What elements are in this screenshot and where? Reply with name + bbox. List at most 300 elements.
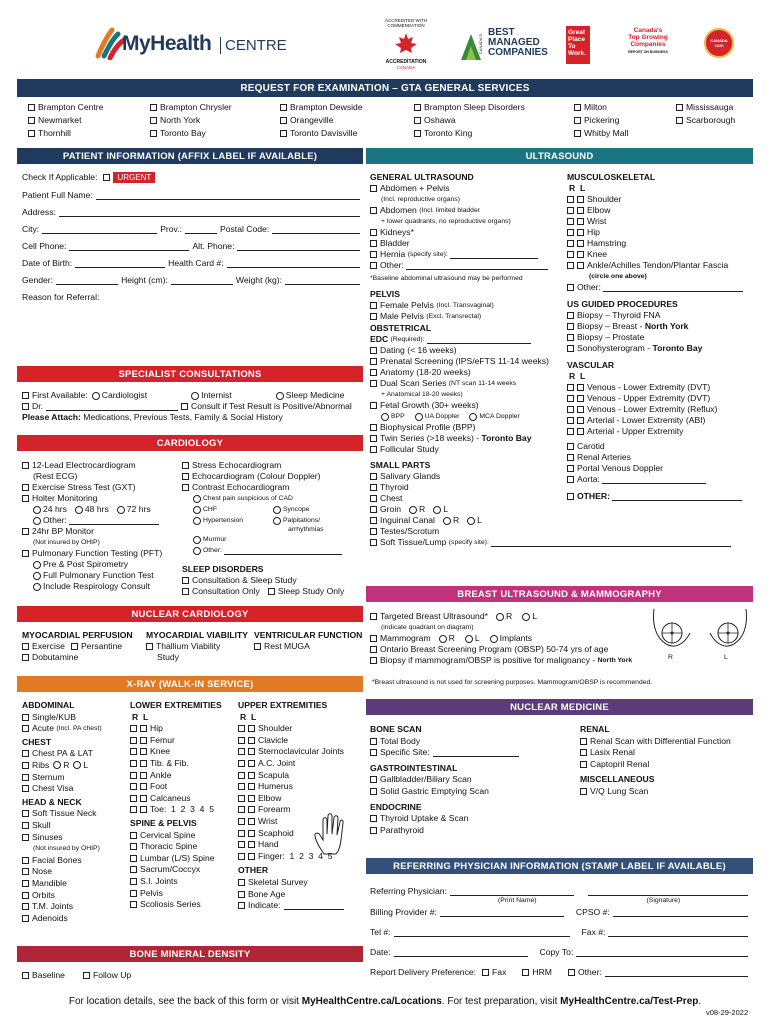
checkbox-icon[interactable] — [238, 795, 245, 802]
checkbox-icon[interactable] — [567, 428, 574, 435]
checkbox-icon[interactable] — [238, 891, 245, 898]
checkbox-icon[interactable] — [370, 347, 377, 354]
holter-label: Holter Monitoring — [32, 493, 98, 503]
copy-to-field[interactable] — [576, 948, 748, 957]
checkbox-icon[interactable] — [280, 104, 287, 111]
checkbox-icon[interactable] — [22, 892, 29, 899]
location-label: Milton — [584, 102, 607, 112]
checkbox-icon[interactable] — [567, 345, 574, 352]
checkbox-icon[interactable] — [140, 783, 147, 790]
checkbox-icon[interactable] — [370, 528, 377, 535]
edc-field[interactable] — [427, 335, 531, 344]
radio-icon[interactable] — [33, 517, 41, 525]
checkbox-icon[interactable] — [370, 613, 377, 620]
checkbox-icon[interactable] — [577, 428, 584, 435]
checkbox-icon[interactable] — [280, 130, 287, 137]
dob-field[interactable] — [75, 259, 165, 268]
locations-link[interactable]: MyHealthCentre.ca/Locations — [301, 996, 442, 1007]
checkbox-icon[interactable] — [370, 815, 377, 822]
checkbox-icon[interactable] — [580, 788, 587, 795]
checkbox-icon[interactable] — [370, 262, 377, 269]
checkbox-icon[interactable] — [130, 806, 137, 813]
checkbox-icon[interactable] — [567, 493, 574, 500]
checkbox-icon[interactable] — [370, 473, 377, 480]
aorta-field[interactable] — [602, 475, 706, 484]
location-option[interactable] — [676, 115, 735, 126]
location-label: Mississauga — [686, 102, 734, 112]
checkbox-icon[interactable] — [22, 857, 29, 864]
checkbox-icon[interactable] — [130, 725, 137, 732]
checkbox-icon[interactable] — [577, 196, 584, 203]
biopsy-label: Biopsy if mammogram/OBSP is positive for malignancy - — [380, 655, 596, 665]
radio-icon[interactable] — [443, 517, 451, 525]
radio-icon[interactable] — [193, 506, 201, 514]
address-field[interactable] — [59, 208, 360, 217]
checkbox-icon[interactable] — [130, 843, 137, 850]
checkbox-icon[interactable] — [577, 406, 584, 413]
billing-label: Billing Provider #: — [370, 907, 437, 917]
radio-icon[interactable] — [409, 506, 417, 514]
checkbox-icon[interactable] — [130, 737, 137, 744]
checkbox-icon[interactable] — [567, 323, 574, 330]
checkbox-icon[interactable] — [22, 972, 29, 979]
checkbox-icon[interactable] — [238, 902, 245, 909]
radio-icon[interactable] — [467, 517, 475, 525]
msk-shoulder-label: Shoulder — [587, 194, 622, 204]
checkbox-icon[interactable] — [574, 117, 581, 124]
checkbox-icon[interactable] — [238, 879, 245, 886]
checkbox-icon[interactable] — [238, 806, 245, 813]
checkbox-icon[interactable] — [248, 748, 255, 755]
checkbox-icon[interactable] — [22, 725, 29, 732]
checkbox-icon[interactable] — [567, 406, 574, 413]
checkbox-icon[interactable] — [370, 484, 377, 491]
height-field[interactable] — [171, 276, 233, 285]
checkbox-icon[interactable] — [140, 737, 147, 744]
location-option[interactable] — [574, 128, 628, 139]
checkbox-icon[interactable] — [238, 737, 245, 744]
checkbox-icon[interactable] — [370, 302, 377, 309]
checkbox-icon[interactable] — [22, 462, 29, 469]
checkbox-icon[interactable] — [577, 218, 584, 225]
radio-icon[interactable] — [33, 506, 41, 514]
checkbox-icon[interactable] — [370, 424, 377, 431]
hernia-field[interactable] — [450, 250, 538, 259]
location-option[interactable] — [28, 102, 103, 113]
checkbox-icon[interactable] — [577, 240, 584, 247]
radio-icon[interactable] — [381, 413, 389, 421]
checkbox-icon[interactable] — [577, 395, 584, 402]
postal-label: Postal Code: — [220, 224, 270, 234]
checkbox-icon[interactable] — [577, 229, 584, 236]
postal-field[interactable] — [272, 225, 360, 234]
location-option[interactable] — [414, 115, 525, 126]
checkbox-icon[interactable] — [567, 240, 574, 247]
checkbox-icon[interactable] — [370, 657, 377, 664]
location-option[interactable] — [574, 102, 628, 113]
radio-icon[interactable] — [117, 506, 125, 514]
checkbox-icon[interactable] — [567, 443, 574, 450]
checkbox-icon[interactable] — [567, 218, 574, 225]
checkbox-icon[interactable] — [370, 229, 377, 236]
checkbox-icon[interactable] — [238, 783, 245, 790]
radio-icon[interactable] — [193, 517, 201, 525]
checkbox-icon[interactable] — [146, 643, 153, 650]
cpso-field[interactable] — [613, 908, 748, 917]
weight-field[interactable] — [285, 276, 360, 285]
groin-label: Groin — [380, 504, 402, 514]
full-name-field[interactable] — [96, 191, 360, 200]
nm-left — [370, 724, 519, 836]
checkbox-icon[interactable] — [28, 130, 35, 137]
checkbox-icon[interactable] — [567, 454, 574, 461]
location-option[interactable] — [676, 102, 735, 113]
follow-up-label: Follow Up — [92, 970, 132, 980]
checkbox-icon[interactable] — [370, 517, 377, 524]
radio-icon[interactable] — [276, 392, 284, 400]
checkbox-icon[interactable] — [22, 868, 29, 875]
radio-icon[interactable] — [273, 506, 281, 514]
checkbox-icon[interactable] — [676, 117, 683, 124]
urgent-checkbox[interactable] — [103, 174, 110, 181]
checkbox-icon[interactable] — [22, 528, 29, 535]
checkbox-icon[interactable] — [370, 506, 377, 513]
checkbox-icon[interactable] — [567, 251, 574, 258]
checkbox-icon[interactable] — [567, 395, 574, 402]
checkbox-icon[interactable] — [370, 369, 377, 376]
radio-icon[interactable] — [33, 583, 41, 591]
location-option[interactable] — [150, 128, 232, 139]
radio-icon[interactable] — [33, 561, 41, 569]
alt-phone-field[interactable] — [237, 242, 360, 251]
location-option[interactable] — [28, 128, 103, 139]
checkbox-icon[interactable] — [248, 772, 255, 779]
checkbox-icon[interactable] — [22, 550, 29, 557]
test-prep-link[interactable]: MyHealthCentre.ca/Test-Prep — [560, 996, 699, 1007]
checkbox-icon[interactable] — [567, 284, 574, 291]
location-option[interactable] — [28, 115, 103, 126]
thyroid-label: Thyroid — [380, 482, 409, 492]
breast-header: BREAST ULTRASOUND & MAMMOGRAPHY — [366, 586, 753, 602]
breast-diagram-r: R — [668, 654, 673, 661]
checkbox-icon[interactable] — [130, 795, 137, 802]
gender-field[interactable] — [56, 276, 118, 285]
checkbox-icon[interactable] — [567, 465, 574, 472]
checkbox-icon[interactable] — [580, 749, 587, 756]
checkbox-icon[interactable] — [248, 818, 255, 825]
checkbox-icon[interactable] — [182, 473, 189, 480]
abdominal-title: ABDOMINAL — [22, 700, 75, 710]
checkbox-icon[interactable] — [22, 714, 29, 721]
circle-note: (circle one above) — [589, 273, 647, 280]
checkbox-icon[interactable] — [22, 484, 29, 491]
abd-pelvis-note: (Incl. reproductive organs) — [381, 196, 460, 203]
checkbox-icon[interactable] — [370, 539, 377, 546]
checkbox-icon[interactable] — [370, 646, 377, 653]
salivary-label: Salivary Glands — [380, 471, 441, 481]
checkbox-icon[interactable] — [370, 251, 377, 258]
checkbox-icon[interactable] — [580, 738, 587, 745]
location-option[interactable] — [414, 128, 525, 139]
location-option[interactable] — [574, 115, 628, 126]
checkbox-icon[interactable] — [568, 969, 575, 976]
fax-field[interactable] — [608, 928, 748, 937]
cell-field[interactable] — [69, 242, 189, 251]
radio-icon[interactable] — [522, 613, 530, 621]
prov-label: Prov.: — [160, 224, 182, 234]
checkbox-icon[interactable] — [268, 588, 275, 595]
checkbox-icon[interactable] — [248, 783, 255, 790]
checkbox-icon[interactable] — [248, 725, 255, 732]
ribs-label: Ribs — [32, 759, 50, 770]
checkbox-icon[interactable] — [574, 104, 581, 111]
checkbox-icon[interactable] — [370, 827, 377, 834]
checkbox-icon[interactable] — [370, 358, 377, 365]
checkbox-icon[interactable] — [22, 392, 29, 399]
checkbox-icon[interactable] — [280, 117, 287, 124]
great-place-badge — [566, 26, 590, 64]
radio-icon[interactable] — [33, 572, 41, 580]
checkbox-icon[interactable] — [182, 577, 189, 584]
checkbox-icon[interactable] — [22, 774, 29, 781]
pelvis-label: Pelvis — [140, 887, 163, 898]
location-option[interactable] — [280, 102, 363, 113]
radio-icon[interactable] — [415, 413, 423, 421]
checkbox-icon[interactable] — [22, 495, 29, 502]
date-field[interactable] — [394, 948, 528, 957]
checkbox-icon[interactable] — [254, 643, 261, 650]
location-option[interactable] — [150, 102, 232, 113]
signature-field[interactable] — [588, 887, 748, 896]
checkbox-icon[interactable] — [370, 185, 377, 192]
checkbox-icon[interactable] — [22, 654, 29, 661]
checkbox-icon[interactable] — [140, 806, 147, 813]
indicate-field[interactable] — [284, 901, 344, 910]
checkbox-icon[interactable] — [130, 783, 137, 790]
checkbox-icon[interactable] — [22, 785, 29, 792]
radio-icon[interactable] — [73, 761, 81, 769]
checkbox-icon[interactable] — [28, 104, 35, 111]
checkbox-icon[interactable] — [248, 806, 255, 813]
syncope-label: Syncope — [283, 506, 310, 513]
checkbox-icon[interactable] — [248, 841, 255, 848]
checkbox-icon[interactable] — [22, 762, 29, 769]
specific-site-field[interactable] — [433, 748, 519, 757]
radio-icon[interactable] — [439, 635, 447, 643]
msk-other-field[interactable] — [603, 283, 743, 292]
abd-pelvis-label: Abdomen + Pelvis — [380, 183, 450, 193]
checkbox-icon[interactable] — [28, 117, 35, 124]
checkbox-icon[interactable] — [414, 104, 421, 111]
checkbox-icon[interactable] — [238, 853, 245, 860]
location-option[interactable] — [414, 102, 525, 113]
checkbox-icon[interactable] — [182, 484, 189, 491]
checkbox-icon[interactable] — [248, 853, 255, 860]
checkbox-icon[interactable] — [140, 748, 147, 755]
checkbox-icon[interactable] — [370, 435, 377, 442]
checkbox-icon[interactable] — [370, 788, 377, 795]
checkbox-icon[interactable] — [130, 832, 137, 839]
location-option[interactable] — [150, 115, 232, 126]
checkbox-icon[interactable] — [577, 251, 584, 258]
checkbox-icon[interactable] — [370, 738, 377, 745]
radio-icon[interactable] — [191, 392, 199, 400]
checkbox-icon[interactable] — [567, 476, 574, 483]
checkbox-icon[interactable] — [140, 795, 147, 802]
checkbox-icon[interactable] — [130, 748, 137, 755]
checkbox-icon[interactable] — [248, 760, 255, 767]
checkbox-icon[interactable] — [238, 841, 245, 848]
checkbox-icon[interactable] — [238, 818, 245, 825]
full-name-label: Patient Full Name: — [22, 190, 93, 200]
checkbox-icon[interactable] — [238, 725, 245, 732]
tel-field[interactable] — [394, 928, 570, 937]
checkbox-icon[interactable] — [577, 262, 584, 269]
checkbox-icon[interactable] — [567, 207, 574, 214]
checkbox-icon[interactable] — [238, 772, 245, 779]
checkbox-icon[interactable] — [248, 830, 255, 837]
checkbox-icon[interactable] — [150, 104, 157, 111]
checkbox-icon[interactable] — [22, 903, 29, 910]
radio-icon[interactable] — [273, 517, 281, 525]
dr-field[interactable] — [46, 402, 178, 411]
checkbox-icon[interactable] — [370, 240, 377, 247]
health-card-field[interactable] — [227, 259, 360, 268]
pelvis-title: PELVIS — [370, 289, 400, 299]
radio-icon[interactable] — [75, 506, 83, 514]
checkbox-icon[interactable] — [238, 830, 245, 837]
billing-field[interactable] — [440, 908, 564, 917]
radio-icon[interactable] — [433, 506, 441, 514]
checkbox-icon[interactable] — [22, 915, 29, 922]
hernia-label: Hernia — [380, 249, 406, 259]
inguinal-label: Inguinal Canal — [380, 515, 435, 525]
prov-field[interactable] — [185, 225, 217, 234]
checkbox-icon[interactable] — [130, 760, 137, 767]
radio-icon[interactable] — [92, 392, 100, 400]
specialist-header: SPECIALIST CONSULTATIONS — [17, 366, 363, 382]
location-option[interactable] — [280, 128, 363, 139]
holter-other-field[interactable] — [69, 516, 159, 525]
cervical-label: Cervical Spine — [140, 829, 196, 840]
radio-icon[interactable] — [53, 761, 61, 769]
checkbox-icon[interactable] — [574, 130, 581, 137]
checkbox-icon[interactable] — [577, 417, 584, 424]
print-name-field[interactable] — [450, 887, 574, 896]
checkbox-icon[interactable] — [130, 878, 137, 885]
radio-icon[interactable] — [193, 547, 201, 555]
radio-icon[interactable] — [496, 613, 504, 621]
checkbox-icon[interactable] — [577, 384, 584, 391]
checkbox-icon[interactable] — [140, 760, 147, 767]
checkbox-icon[interactable] — [370, 380, 377, 387]
checkbox-icon[interactable] — [567, 384, 574, 391]
checkbox-icon[interactable] — [370, 207, 377, 214]
consult-only-label: Consultation Only — [192, 586, 260, 596]
checkbox-icon[interactable] — [567, 196, 574, 203]
checkbox-icon[interactable] — [370, 446, 377, 453]
checkbox-icon[interactable] — [567, 262, 574, 269]
checkbox-icon[interactable] — [140, 772, 147, 779]
checkbox-icon[interactable] — [22, 822, 29, 829]
checkbox-icon[interactable] — [676, 104, 683, 111]
checkbox-icon[interactable] — [130, 855, 137, 862]
checkbox-icon[interactable] — [370, 495, 377, 502]
checkbox-icon[interactable] — [522, 969, 529, 976]
checkbox-icon[interactable] — [248, 795, 255, 802]
location-label: Toronto Bay — [160, 128, 206, 138]
checkbox-icon[interactable] — [22, 834, 29, 841]
us-other3-field[interactable] — [612, 492, 742, 501]
checkbox-icon[interactable] — [150, 130, 157, 137]
checkbox-icon[interactable] — [130, 890, 137, 897]
groin-r-label: R — [419, 504, 426, 514]
checkbox-icon[interactable] — [567, 229, 574, 236]
location-option[interactable] — [280, 115, 363, 126]
checkbox-icon[interactable] — [83, 972, 90, 979]
checkbox-icon[interactable] — [370, 313, 377, 320]
female-pelvis-label: Female Pelvis — [380, 300, 434, 310]
checkbox-icon[interactable] — [130, 772, 137, 779]
checkbox-icon[interactable] — [22, 810, 29, 817]
checkbox-icon[interactable] — [370, 776, 377, 783]
echo-other-field[interactable] — [224, 546, 342, 555]
checkbox-icon[interactable] — [370, 402, 377, 409]
reflux-label: Venous - Lower Extremity (Reflux) — [587, 404, 718, 414]
checkbox-icon[interactable] — [248, 737, 255, 744]
checkbox-icon[interactable] — [580, 761, 587, 768]
checkbox-icon[interactable] — [22, 403, 29, 410]
radio-icon[interactable] — [469, 413, 477, 421]
checkbox-icon[interactable] — [130, 866, 137, 873]
radio-icon[interactable] — [193, 536, 201, 544]
checkbox-icon[interactable] — [181, 403, 188, 410]
checkbox-icon[interactable] — [414, 130, 421, 137]
checkbox-icon[interactable] — [238, 748, 245, 755]
checkbox-icon[interactable] — [482, 969, 489, 976]
checkbox-icon[interactable] — [567, 312, 574, 319]
checkbox-icon[interactable] — [577, 207, 584, 214]
checkbox-icon[interactable] — [22, 750, 29, 757]
checkbox-icon[interactable] — [370, 749, 377, 756]
checkbox-icon[interactable] — [182, 462, 189, 469]
checkbox-icon[interactable] — [130, 901, 137, 908]
elbow-label: Elbow — [258, 792, 282, 803]
soft-tissue-field[interactable] — [491, 538, 731, 547]
other-option-field[interactable] — [605, 968, 748, 977]
checkbox-icon[interactable] — [71, 643, 78, 650]
checkbox-icon[interactable] — [567, 334, 574, 341]
us-other-field[interactable] — [406, 261, 548, 270]
ref-physician-label: Referring Physician: — [370, 886, 447, 896]
checkbox-icon[interactable] — [414, 117, 421, 124]
checkbox-icon[interactable] — [182, 588, 189, 595]
radio-icon[interactable] — [490, 635, 498, 643]
fetal-growth-label: Fetal Growth (30+ weeks) — [380, 400, 479, 410]
radio-icon[interactable] — [465, 635, 473, 643]
radio-icon[interactable] — [193, 495, 201, 503]
checkbox-icon[interactable] — [22, 880, 29, 887]
ctg-4: REPORT ON BUSINESS — [628, 50, 668, 54]
checkbox-icon[interactable] — [22, 643, 29, 650]
city-field[interactable] — [42, 225, 157, 234]
checkbox-icon[interactable] — [140, 725, 147, 732]
checkbox-icon[interactable] — [238, 760, 245, 767]
checkbox-icon[interactable] — [150, 117, 157, 124]
checkbox-icon[interactable] — [370, 635, 377, 642]
checkbox-icon[interactable] — [567, 417, 574, 424]
captopril-label: Captopril Renal — [590, 758, 650, 769]
